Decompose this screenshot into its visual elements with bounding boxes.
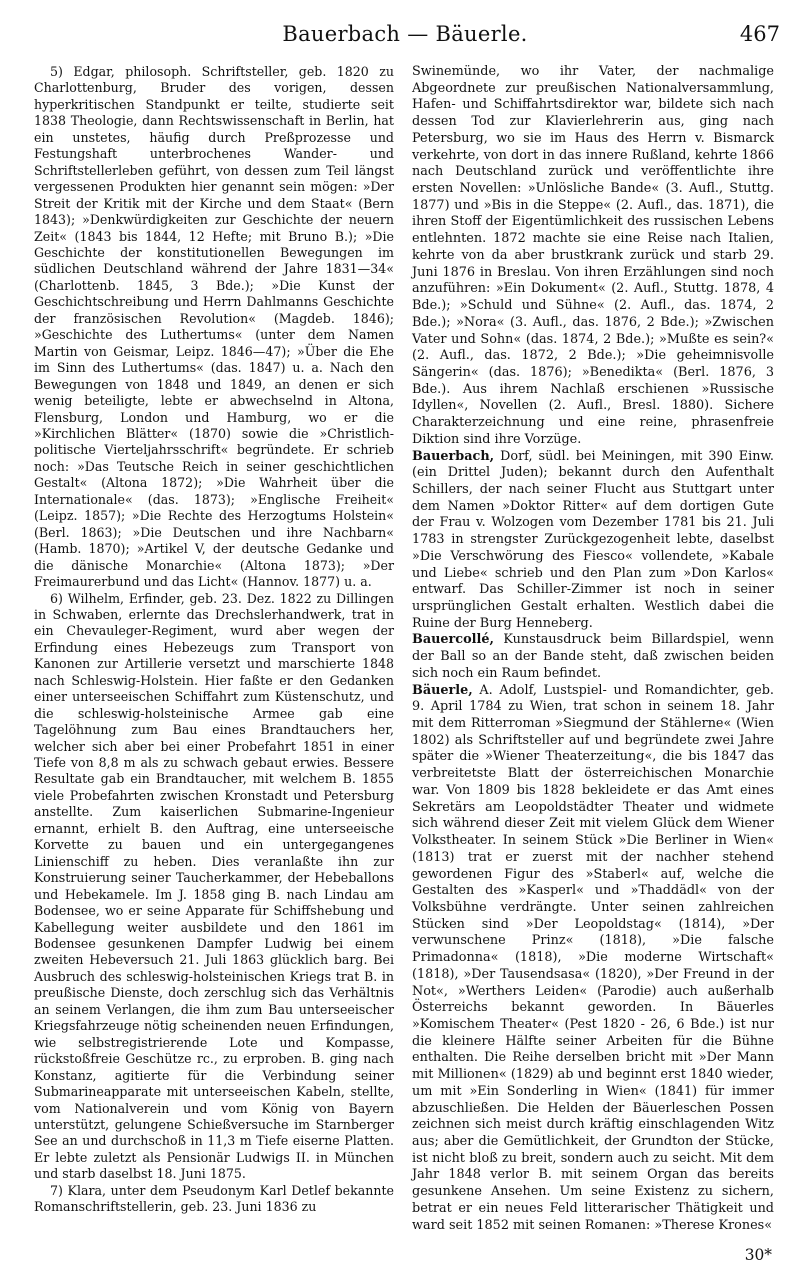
paragraph: Swinemünde, wo ihr Vater, der nachmalige Abgeordnete zur preußischen Nationalversammlung, Hafen- und Schiffahrtsdirektor war, bildete sich nach dessen Tod zur Klavierlehrerin aus, ging nach Petersburg, wo sie im Haus des Herrn v. Bismarck verkehrte, von dort in das innere Rußland, kehrte 1866 nach Deutschland zurück und veröffentlichte ihre ersten Novellen: »Unlösliche Bande« (3. Aufl., Stuttg. 1877) und »Bis in die Steppe« (2. Aufl., das. 1871), die ihren Stoff der Eigentümlichkeit des russischen Lebens entlehnten. 1872 machte sie eine Reise nach Italien, kehrte von da aber brustkrank zurück und starb 29. Juni 1876 in Breslau. Von ihren Erzählungen sind noch anzuführen: »Ein Dokument« (2. Aufl., Stuttg. 1878, 4 Bde.); »Schuld und Sühne« (2. Aufl., das. 1874, 2 Bde.); »Nora« (3. Aufl., das. 1876, 2 Bde.); »Zwischen Vater und Sohn« (das. 1874, 2 Bde.); »Mußte es sein?« (2. Aufl., das. 1872, 2 Bde.); »Die geheimnisvolle Sängerin« (das. 1876); »Benedikta« (Berl. 1876, 3 Bde.). Aus ihrem Nachlaß erschienen »Russische Idyllen«, Novellen (2. Aufl., Bresl. 1880). Sichere Charakterzeichnung und eine reine, phrasenfreie Diktion sind ihre Vorzüge.: [412, 64, 774, 447]
entry-text: Dorf, südl. bei Meiningen, mit 390 Einw. (ein Drittel Juden); bekannt durch den Aufenthalt Schillers, der nach seiner Flucht aus Stuttgart unter dem Namen »Doktor Ritter« auf dem dortigen Gute der Frau v. Wolzogen vom Dezember 1781 bis 21. Juli 1783 in strengster Zurückgezogenheit lebte, daselbst »Die Verschwörung des Fiesco« vollendete, »Kabale und Liebe« schrieb und den Plan zum »Don Karlos« entwarf. Das Schiller-Zimmer ist noch in seiner ursprünglichen Gestalt erhalten. Westlich dabei die Ruine der Burg Henneberg.: [412, 448, 774, 631]
page-number: 467: [739, 22, 780, 46]
running-title: Bauerbach — Bäuerle.: [282, 22, 528, 46]
paragraph: 7) Klara, unter dem Pseudonym Karl Detlef bekannte Romanschriftstellerin, geb. 23. Juni 1836 zu: [34, 1182, 394, 1215]
left-column: [34, 64, 394, 1216]
entry-text: A. Adolf, Lustspiel- und Romandichter, geb. 9. April 1784 zu Wien, trat schon in seinem 18. Jahr mit dem Ritterroman »Siegmund der Stählerne« (Wien 1802) als Schriftsteller auf und begründete zwei Jahre später die »Wiener Theaterzeitung«, die bis 1847 das verbreitetste Blatt der österreichischen Monarchie war. Von 1809 bis 1828 bekleidete er das Amt eines Sekretärs am Leopoldstädter Theater und widmete sich während dieser Zeit mit vielem Glück dem Wiener Volkstheater. In seinem Stück »Die Berliner in Wien« (1813) trat er zuerst mit der nachher stehend gewordenen Figur des »Staberl« auf, welche die Gestalten des »Kasperl« und »Thaddädl« von der Volksbühne verdrängte. Unter seinen zahlreichen Stücken sind »Der Leopoldstag« (1814), »Der verwunschene Prinz« (1818), »Die falsche Primadonna« (1818), »Die moderne Wirtschaft« (1818), »Der Tausendsasa« (1820), »Der Freund in der Not«, »Werthers Leiden« (Parodie) auch außerhalb Österreichs bekannt geworden. In Bäuerles »Komischem Theater« (Pest 1820 - 26, 6 Bde.) ist nur die kleinere Hälfte seiner Arbeiten für die Bühne enthalten. Die Reihe derselben bricht mit »Der Mann mit Millionen« (1829) ab und beginnt erst 1840 wieder, um mit »Ein Sonderling in Wien« (1841) für immer abzuschließen. Die Helden der Bäuerleschen Possen zeichnen sich meist durch kräftig einschlagenden Witz aus; aber die Gemütlichkeit, der Grundton der Stücke, ist nicht bloß zu breit, sondern auch zu seicht. Mit dem Jahr 1848 verlor B. mit seinem Organ das bereits gesunkene Ansehen. Um seine Existenz zu sichern, betrat er ein neues Feld litterarischer Thätigkeit und ward seit 1852 mit seinen Romanen: »Therese Krones«: [412, 682, 774, 1233]
entry-lemma: Bauercollé,: [412, 632, 494, 648]
entry-text: Kunstausdruck beim Billardspiel, wenn der Ball so an der Bande steht, daß zwischen beiden sich noch ein Raum befindet.: [412, 632, 774, 681]
right-column: [412, 64, 774, 1234]
entry-lemma: Bäuerle,: [412, 682, 473, 698]
paragraph: 6) Wilhelm, Erfinder, geb. 23. Dez. 1822 zu Dillingen in Schwaben, erlernte das Drechslerhandwerk, trat in ein Chevauleger-Regiment, wurd aber wegen der Erfindung eines Hebezeugs zum Transport von Kanonen zur Artillerie versetzt und marschierte 1848 nach Schleswig-Holstein. Hier faßte er den Gedanken einer unterseeischen Schiffahrt zum Küstenschutz, und die schleswig-holsteinische Armee gab eine Tagelöhnung zum Bau eines Brandtauchers her, welcher sich aber bei einer Probefahrt 1851 in einer Tiefe von 8,8 m als zu schwach gebaut erwies. Bessere Resultate gab ein Brandtaucher, mit welchem B. 1855 viele Probefahrten zwischen Kronstadt und Petersburg anstellte. Zum kaiserlichen Submarine-Ingenieur ernannt, erhielt B. den Auftrag, eine unterseeische Korvette zu bauen und ein untergegangenes Linienschiff zu heben. Dies veranlaßte ihn zur Konstruierung seiner Taucherkammer, der Hebeballons und Hebekamele. Im J. 1858 ging B. nach Lindau am Bodensee, wo er seine Apparate für Schiffshebung und Kabellegung weiter ausbildete und den 1861 im Bodensee gesunkenen Dampfer Ludwig bei einem zweiten Hebeversuch 21. Juli 1863 glücklich barg. Bei Ausbruch des schleswig-holsteinischen Kriegs trat B. in preußische Dienste, doch zerschlug sich das Verhältnis an seinem Verlangen, die ihm zum Bau unterseeischer Kriegsfahrzeuge nötig scheinenden neuen Erfindungen, wie selbstregistrierende Lote und Kompasse, rückstoßfreie Geschütze rc., zu erproben. B. ging nach Konstanz, agitierte für die Verbindung seiner Submarineapparate mit unterseeischen Kabeln, stellte, vom Nationalverein und vom König von Bayern unterstützt, gelungene Schießversuche im Starnberger See an und durchschoß in 11,3 m Tiefe eiserne Platten. Er lebte zuletzt als Pensionär Ludwigs II. in München und starb daselbst 18. Juni 1875.: [34, 590, 394, 1182]
signature-mark: 30*: [744, 1246, 772, 1264]
paragraph: 5) Edgar, philosoph. Schriftsteller, geb. 1820 zu Charlottenburg, Bruder des vorigen, dessen hyperkritischen Standpunkt er teilte, studierte seit 1838 Theologie, dann Rechtswissenschaft in Berlin, hat ein unstetes, häufig durch Preßprozesse und Festungshaft unterbrochenes Wander- und Schriftstellerleben geführt, von dessen zum Teil längst vergessenen Produkten hier genannt sein mögen: »Der Streit der Kritik mit der Kirche und dem Staat« (Bern 1843); »Denkwürdigkeiten zur Geschichte der neuern Zeit« (1843 bis 1844, 12 Hefte; mit Bruno B.); »Die Geschichte der konstitutionellen Bewegungen im südlichen Deutschland während der Jahre 1831—34« (Charlottenb. 1845, 3 Bde.); »Die Kunst der Geschichtschreibung und Herrn Dahlmanns Geschichte der französischen Revolution« (Magdeb. 1846); »Geschichte des Luthertums« (unter dem Namen Martin von Geismar, Leipz. 1846—47); »Über die Ehe im Sinn des Luthertums« (das. 1847) u. a. Nach den Bewegungen von 1848 und 1849, an denen er sich wenig beteiligte, lebte er abwechselnd in Altona, Flensburg, London und Hamburg, wo er die »Kirchlichen Blätter« (1870) sowie die »Christlich-politische Vierteljahrsschrift« begründete. Er schrieb noch: »Das Teutsche Reich in seiner geschichtlichen Gestalt« (Altona 1872); »Die Wahrheit über die Internationale« (das. 1873); »Englische Freiheit« (Leipz. 1857); »Die Rechte des Herzogtums Holstein« (Berl. 1863); »Die Deutschen und ihre Nachbarn« (Hamb. 1870); »Artikel V, der deutsche Gedanke und die dänische Monarchie« (Altona 1873); »Der Freimaurerbund und das Licht« (Hannov. 1877) u. a.: [34, 64, 394, 590]
page-header: [30, 22, 780, 52]
entry-bauerbach: [412, 449, 774, 633]
entry-baeuerle: [412, 683, 774, 1235]
entry-lemma: Bauerbach,: [412, 448, 495, 464]
entry-bauercolle: [412, 632, 774, 682]
